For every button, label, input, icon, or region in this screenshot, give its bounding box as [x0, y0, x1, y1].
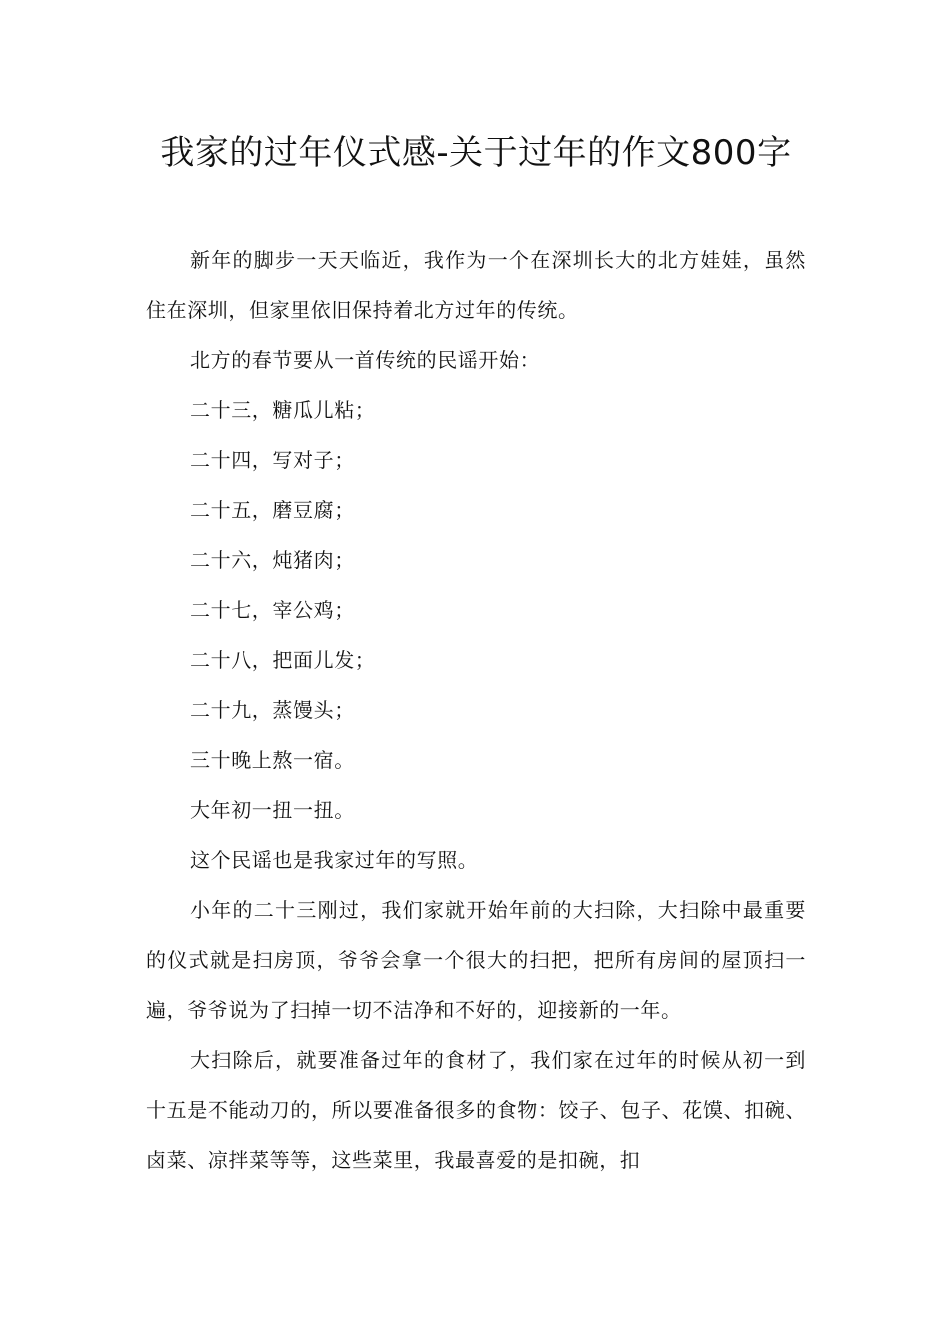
- folk-song-line: 大年初一扭一扭。: [190, 798, 355, 822]
- paragraph-cleaning: 小年的二十三刚过，我们家就开始年前的大扫除，大扫除中最重要的仪式就是扫房顶，爷爷会拿一个很大的扫把，把所有房间的屋顶扫一遍，爷爷说为了扫掉一切不洁净和不好的，迎接新的一年。: [146, 898, 806, 1022]
- paragraph-food-prep: 大扫除后，就要准备过年的食材了，我们家在过年的时候从初一到十五是不能动刀的，所以要准备很多的食物：饺子、包子、花馍、扣碗、卤菜、凉拌菜等等，这些菜里，我最喜爱的是扣碗，扣: [146, 1048, 806, 1172]
- folk-song-line: 二十七，宰公鸡；: [190, 598, 355, 622]
- folk-song-line: 二十四，写对子；: [190, 448, 355, 472]
- folk-song-line: 二十八，把面儿发；: [190, 648, 376, 672]
- folk-song-line: 二十三，糖瓜儿粘；: [190, 398, 376, 422]
- folk-song-line: 二十五，磨豆腐；: [190, 498, 355, 522]
- document-page: [146, 128, 806, 1185]
- document-body: [146, 235, 806, 1185]
- paragraph-folk-song-summary: 这个民谣也是我家过年的写照。: [190, 848, 479, 872]
- folk-song-line: 三十晚上熬一宿。: [190, 748, 355, 772]
- folk-song-line: 二十六，炖猪肉；: [190, 548, 355, 572]
- paragraph-folk-song-intro: 北方的春节要从一首传统的民谣开始：: [190, 348, 541, 372]
- document-title: 我家的过年仪式感-关于过年的作文800字: [160, 133, 792, 173]
- paragraph-intro: 新年的脚步一天天临近，我作为一个在深圳长大的北方娃娃，虽然住在深圳，但家里依旧保持着北方过年的传统。: [146, 248, 806, 322]
- folk-song-line: 二十九，蒸馒头；: [190, 698, 355, 722]
